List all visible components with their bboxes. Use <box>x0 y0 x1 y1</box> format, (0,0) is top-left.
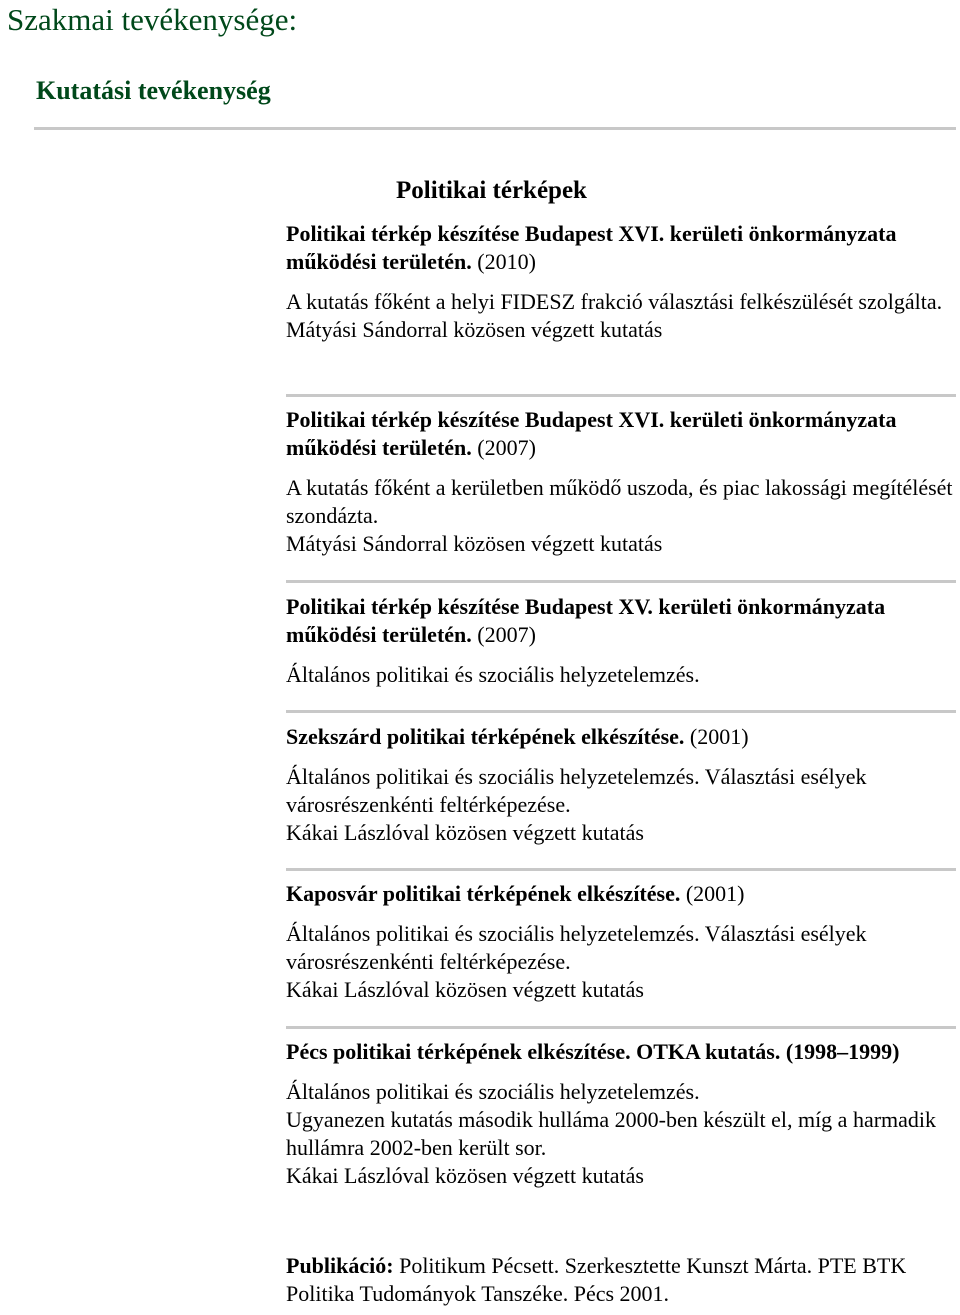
research-entry <box>286 406 956 558</box>
entry-heading <box>286 406 956 462</box>
entry-year: (2007) <box>477 622 536 647</box>
publication-text: Politikum Pécsett. Szerkesztette Kunszt Márta. PTE BTK Politika Tudományok Tanszéke. Pécs 2001. <box>286 1253 907 1306</box>
entry-title: Szekszárd politikai térképének elkészítése. <box>286 724 685 749</box>
entry-divider <box>286 868 956 871</box>
entry-description: A kutatás főként a helyi FIDESZ frakció választási felkészülését szolgálta. <box>286 289 943 314</box>
entry-description: Általános politikai és szociális helyzetelemzés. Választási esélyek városrészenkénti feltérképezése. <box>286 921 867 974</box>
section-title: Kutatási tevékenység <box>36 76 271 105</box>
entry-divider <box>286 394 956 397</box>
research-entry <box>286 593 956 689</box>
entry-title: Politikai térkép készítése Budapest XVI. kerületi önkormányzata működési területén. <box>286 407 897 460</box>
page-title: Szakmai tevékenysége: <box>7 2 298 37</box>
entry-collaboration: Mátyási Sándorral közösen végzett kutatás <box>286 531 663 556</box>
entry-description: Általános politikai és szociális helyzetelemzés. Választási esélyek városrészenkénti feltérképezése. <box>286 764 867 817</box>
entry-description-extra: Ugyanezen kutatás második hulláma 2000-ben készült el, míg a harmadik hullámra 2002-ben került sor. <box>286 1107 937 1160</box>
entry-collaboration: Kákai Lászlóval közösen végzett kutatás <box>286 977 644 1002</box>
entry-title: Kaposvár politikai térképének elkészítése. <box>286 881 681 906</box>
entry-divider <box>286 710 956 713</box>
entry-heading <box>286 220 956 276</box>
entry-collaboration: Kákai Lászlóval közösen végzett kutatás <box>286 820 644 845</box>
entry-heading <box>286 723 956 751</box>
entry-title: Politikai térkép készítése Budapest XVI. kerületi önkormányzata működési területén. <box>286 221 897 274</box>
entry-year: (2001) <box>685 881 745 906</box>
subsection-title: Politikai térképek <box>396 177 587 204</box>
publication <box>286 1252 956 1308</box>
entry-year: (2001) <box>689 724 749 749</box>
entry-heading <box>286 593 956 649</box>
entry-heading <box>286 880 956 908</box>
entry-title: Politikai térkép készítése Budapest XV. kerületi önkormányzata működési területén. <box>286 594 886 647</box>
entry-collaboration: Mátyási Sándorral közösen végzett kutatás <box>286 317 663 342</box>
entry-description: Általános politikai és szociális helyzetelemzés. <box>286 1079 700 1104</box>
entry-year: (2010) <box>477 249 536 274</box>
entry-year: (2007) <box>477 435 536 460</box>
entry-title: Pécs politikai térképének elkészítése. OTKA kutatás. (1998–1999) <box>286 1039 900 1064</box>
entry-collaboration: Kákai Lászlóval közösen végzett kutatás <box>286 1163 644 1188</box>
publication-label: Publikáció: <box>286 1253 394 1278</box>
entry-description: A kutatás főként a kerületben működő uszoda, és piac lakossági megítélését szondázta. <box>286 475 953 528</box>
entry-divider <box>286 1026 956 1029</box>
research-entry <box>286 220 956 344</box>
research-entry <box>286 880 956 1004</box>
research-entry <box>286 723 956 847</box>
research-entry <box>286 1038 956 1190</box>
section-divider <box>34 127 956 130</box>
entry-heading <box>286 1038 956 1066</box>
entry-description: Általános politikai és szociális helyzetelemzés. <box>286 662 700 687</box>
entry-divider <box>286 580 956 583</box>
